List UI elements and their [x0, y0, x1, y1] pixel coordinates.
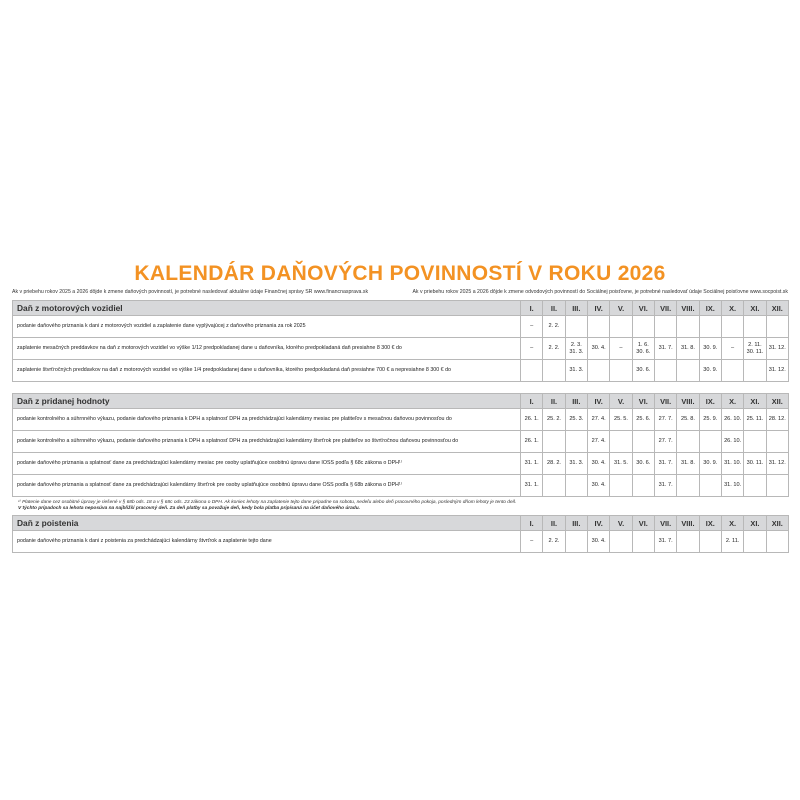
deadline-cell: 27. 7. [654, 409, 676, 431]
table-row [13, 531, 789, 553]
deadline-cell [744, 360, 766, 382]
deadline-cell: 31. 1. [521, 475, 543, 497]
deadline-cell [654, 316, 676, 338]
deadline-cell [565, 316, 587, 338]
section-title: Daň z motorových vozidiel [13, 301, 521, 316]
section-header-row [13, 394, 789, 409]
deadline-cell: 31. 12. [766, 360, 788, 382]
deadline-cell [744, 475, 766, 497]
deadline-cell [721, 360, 743, 382]
deadline-cell: 27. 4. [587, 431, 609, 453]
deadline-cell: 31. 7. [654, 531, 676, 553]
deadline-cell [610, 360, 632, 382]
month-header: XII. [766, 301, 788, 316]
month-header: XI. [744, 394, 766, 409]
month-header: IX. [699, 516, 721, 531]
obligation-description: podanie daňového priznania k dani z motorových vozidiel a zaplatenie dane vyplývajúcej z daňového priznania za rok 2025 [13, 316, 521, 338]
deadline-cell [632, 531, 654, 553]
month-header: V. [610, 301, 632, 316]
deadline-cell: 25. 8. [677, 409, 699, 431]
deadline-cell [543, 431, 565, 453]
deadline-cell [677, 316, 699, 338]
obligation-description: podanie daňového priznania k dani z poistenia za predchádzajúci kalendárny štvrťrok a zaplatenie tejto dane [13, 531, 521, 553]
deadline-cell: 30. 9. [699, 338, 721, 360]
month-header: I. [521, 301, 543, 316]
month-header: V. [610, 516, 632, 531]
deadline-cell [766, 316, 788, 338]
month-header: I. [521, 394, 543, 409]
deadline-cell: 31. 8. [677, 453, 699, 475]
table-row [13, 453, 789, 475]
section-insurance-tax [12, 515, 788, 553]
deadline-cell [699, 316, 721, 338]
deadline-cell [587, 360, 609, 382]
deadline-cell [610, 475, 632, 497]
deadline-cell: 30. 11. [744, 453, 766, 475]
table-row [13, 316, 789, 338]
deadline-cell: – [721, 338, 743, 360]
deadline-cell [543, 475, 565, 497]
deadline-cell: 31. 10. [721, 453, 743, 475]
deadline-cell: – [521, 338, 543, 360]
month-header: III. [565, 301, 587, 316]
header-notes [12, 288, 788, 296]
obligation-description: zaplatenie mesačných preddavkov na daň z motorových vozidiel vo výške 1/12 predpokladanej dane u daňovníka, ktorého predpokladaná daň presiahne 8 300 € do [13, 338, 521, 360]
deadline-cell: 30. 9. [699, 360, 721, 382]
deadline-cell: 31. 1. [521, 453, 543, 475]
section-motor-vehicle-tax [12, 300, 788, 382]
month-header: III. [565, 516, 587, 531]
deadline-cell [654, 360, 676, 382]
obligation-description: podanie daňového priznania a splatnosť dane za predchádzajúci kalendárny štvrťrok pre osoby uplatňujúce osobitnú úpravu dane OSS podľa § 68b zákona o DPH¹⁾ [13, 475, 521, 497]
deadline-cell: 31. 5. [610, 453, 632, 475]
month-header: IV. [587, 394, 609, 409]
deadline-cell: 30. 4. [587, 453, 609, 475]
deadline-cell: 30. 4. [587, 531, 609, 553]
deadline-cell [699, 431, 721, 453]
section-vat [12, 393, 788, 515]
month-header: IV. [587, 301, 609, 316]
deadline-cell: 25. 9. [699, 409, 721, 431]
deadline-cell [565, 531, 587, 553]
deadline-cell [766, 531, 788, 553]
deadline-cell: 30. 4. [587, 475, 609, 497]
obligation-description: podanie kontrolného a súhrnného výkazu, podanie daňového priznania k DPH a splatnosť DPH za predchádzajúci kalendárny mesiac pre platiteľov s mesačnou daňovou povinnosťou do [13, 409, 521, 431]
deadline-cell: 2. 11. [721, 531, 743, 553]
deadline-cell [587, 316, 609, 338]
deadline-cell: 2. 11. 30. 11. [744, 338, 766, 360]
deadline-cell [610, 531, 632, 553]
month-header: XII. [766, 516, 788, 531]
page-title: KALENDÁR DAŇOVÝCH POVINNOSTÍ V ROKU 2026 [134, 262, 666, 285]
table-row [13, 338, 789, 360]
deadline-cell [610, 431, 632, 453]
deadline-cell: 2. 2. [543, 531, 565, 553]
deadline-cell [565, 475, 587, 497]
deadline-cell: 27. 7. [654, 431, 676, 453]
deadline-cell: 31. 3. [565, 360, 587, 382]
month-header: X. [721, 301, 743, 316]
month-header: X. [721, 516, 743, 531]
deadline-cell: 30. 4. [587, 338, 609, 360]
deadline-cell: 30. 6. [632, 360, 654, 382]
deadline-cell: – [610, 338, 632, 360]
month-header: XI. [744, 301, 766, 316]
month-header: II. [543, 301, 565, 316]
deadline-cell [632, 316, 654, 338]
month-header: X. [721, 394, 743, 409]
obligation-description: zaplatenie štvrťročných preddavkov na daň z motorových vozidiel vo výške 1/4 predpokladanej dane u daňovníka, ktorého predpokladaná daň presiahne 700 € a nepresiahne 8 300 € do [13, 360, 521, 382]
deadline-cell: 31. 12. [766, 338, 788, 360]
deadline-cell: 31. 12. [766, 453, 788, 475]
obligation-description: podanie daňového priznania a splatnosť dane za predchádzajúci kalendárny mesiac pre osoby uplatňujúce osobitnú úpravu dane IOSS podľa § 68c zákona o DPH¹⁾ [13, 453, 521, 475]
deadline-cell: 25. 3. [565, 409, 587, 431]
table-row [13, 475, 789, 497]
deadline-cell [744, 431, 766, 453]
deadline-cell: – [521, 531, 543, 553]
month-header: VII. [654, 301, 676, 316]
month-header: VIII. [677, 516, 699, 531]
month-header: IX. [699, 394, 721, 409]
obligation-description: podanie kontrolného a súhrnného výkazu, podanie daňového priznania k DPH a splatnosť DPH za predchádzajúci kalendárny štvrťrok pre platiteľov so štvrťročnou daňovou povinnosťou do [13, 431, 521, 453]
deadline-cell: 31. 3. [565, 453, 587, 475]
section-title: Daň z pridanej hodnoty [13, 394, 521, 409]
deadline-cell: 27. 4. [587, 409, 609, 431]
deadline-cell: 30. 9. [699, 453, 721, 475]
month-header: IV. [587, 516, 609, 531]
deadline-cell: 28. 12. [766, 409, 788, 431]
deadline-cell: 26. 10. [721, 409, 743, 431]
deadline-cell [766, 431, 788, 453]
deadline-cell: 31. 10. [721, 475, 743, 497]
deadline-cell: 26. 1. [521, 431, 543, 453]
deadline-cell: 25. 2. [543, 409, 565, 431]
month-header: I. [521, 516, 543, 531]
month-header: VIII. [677, 301, 699, 316]
deadline-cell [744, 531, 766, 553]
month-header: VI. [632, 516, 654, 531]
deadline-cell: 28. 2. [543, 453, 565, 475]
month-header: VII. [654, 516, 676, 531]
vat-footnote-line-1: ¹⁾ Platenie dane cez osobitné úpravy je riešené v § 68b ods. 18 a v § 68c ods. 23 zákona o DPH. Ak koniec lehoty na zaplatenie tejto dane pripadne na sobotu, nedeľu alebo deň pracovného pokoja, posledným dňom lehoty je tento deň. [18, 500, 517, 505]
deadline-cell [610, 316, 632, 338]
month-header: VII. [654, 394, 676, 409]
motor-vehicle-tax-table [12, 300, 789, 382]
deadline-cell [677, 475, 699, 497]
deadline-cell: 25. 5. [610, 409, 632, 431]
section-header-row [13, 301, 789, 316]
deadline-cell [721, 316, 743, 338]
deadline-cell: 1. 6. 30. 6. [632, 338, 654, 360]
deadline-cell: 25. 11. [744, 409, 766, 431]
deadline-cell [699, 475, 721, 497]
deadline-cell: 31. 7. [654, 475, 676, 497]
month-header: VI. [632, 301, 654, 316]
deadline-cell [632, 431, 654, 453]
deadline-cell [632, 475, 654, 497]
vat-footnote-line-2: V týchto prípadoch sa lehota neposúva na najbližší pracovný deň. Za deň platby sa považuje deň, kedy bola platba pripísaná na účet daňového úradu. [18, 506, 360, 511]
month-header: IX. [699, 301, 721, 316]
deadline-cell: 2. 2. [543, 316, 565, 338]
deadline-cell: 26. 1. [521, 409, 543, 431]
deadline-cell [677, 531, 699, 553]
month-header: XI. [744, 516, 766, 531]
month-header: II. [543, 394, 565, 409]
deadline-cell [565, 431, 587, 453]
table-row [13, 360, 789, 382]
note-left: Ak v priebehu rokov 2025 a 2026 dôjde k zmene daňových povinností, je potrebné nasledovať aktuálne údaje Finančnej správy SR www.financnasprava.sk [12, 289, 369, 295]
deadline-cell: 31. 7. [654, 453, 676, 475]
tax-calendar-sheet [12, 262, 788, 553]
deadline-cell [699, 531, 721, 553]
deadline-cell: 31. 8. [677, 338, 699, 360]
deadline-cell [677, 360, 699, 382]
deadline-cell [521, 360, 543, 382]
deadline-cell [543, 360, 565, 382]
table-row [13, 409, 789, 431]
deadline-cell: 25. 6. [632, 409, 654, 431]
month-header: XII. [766, 394, 788, 409]
section-header-row [13, 516, 789, 531]
table-row [13, 431, 789, 453]
month-header: II. [543, 516, 565, 531]
vat-table [12, 393, 789, 497]
deadline-cell [744, 316, 766, 338]
insurance-tax-table [12, 515, 789, 553]
deadline-cell: 30. 6. [632, 453, 654, 475]
section-title: Daň z poistenia [13, 516, 521, 531]
month-header: VIII. [677, 394, 699, 409]
deadline-cell: 31. 7. [654, 338, 676, 360]
deadline-cell [677, 431, 699, 453]
vat-footnote [12, 497, 788, 515]
note-right: Ak v priebehu rokov 2025 a 2026 dôjde k zmene odvodových povinností do Sociálnej poisťovne, je potrebné nasledovať údaje Sociálnej poisťovne www.socpoist.sk [412, 289, 788, 295]
month-header: VI. [632, 394, 654, 409]
deadline-cell: 2. 3. 31. 3. [565, 338, 587, 360]
month-header: III. [565, 394, 587, 409]
month-header: V. [610, 394, 632, 409]
deadline-cell: – [521, 316, 543, 338]
deadline-cell [766, 475, 788, 497]
deadline-cell: 2. 2. [543, 338, 565, 360]
deadline-cell: 26. 10. [721, 431, 743, 453]
